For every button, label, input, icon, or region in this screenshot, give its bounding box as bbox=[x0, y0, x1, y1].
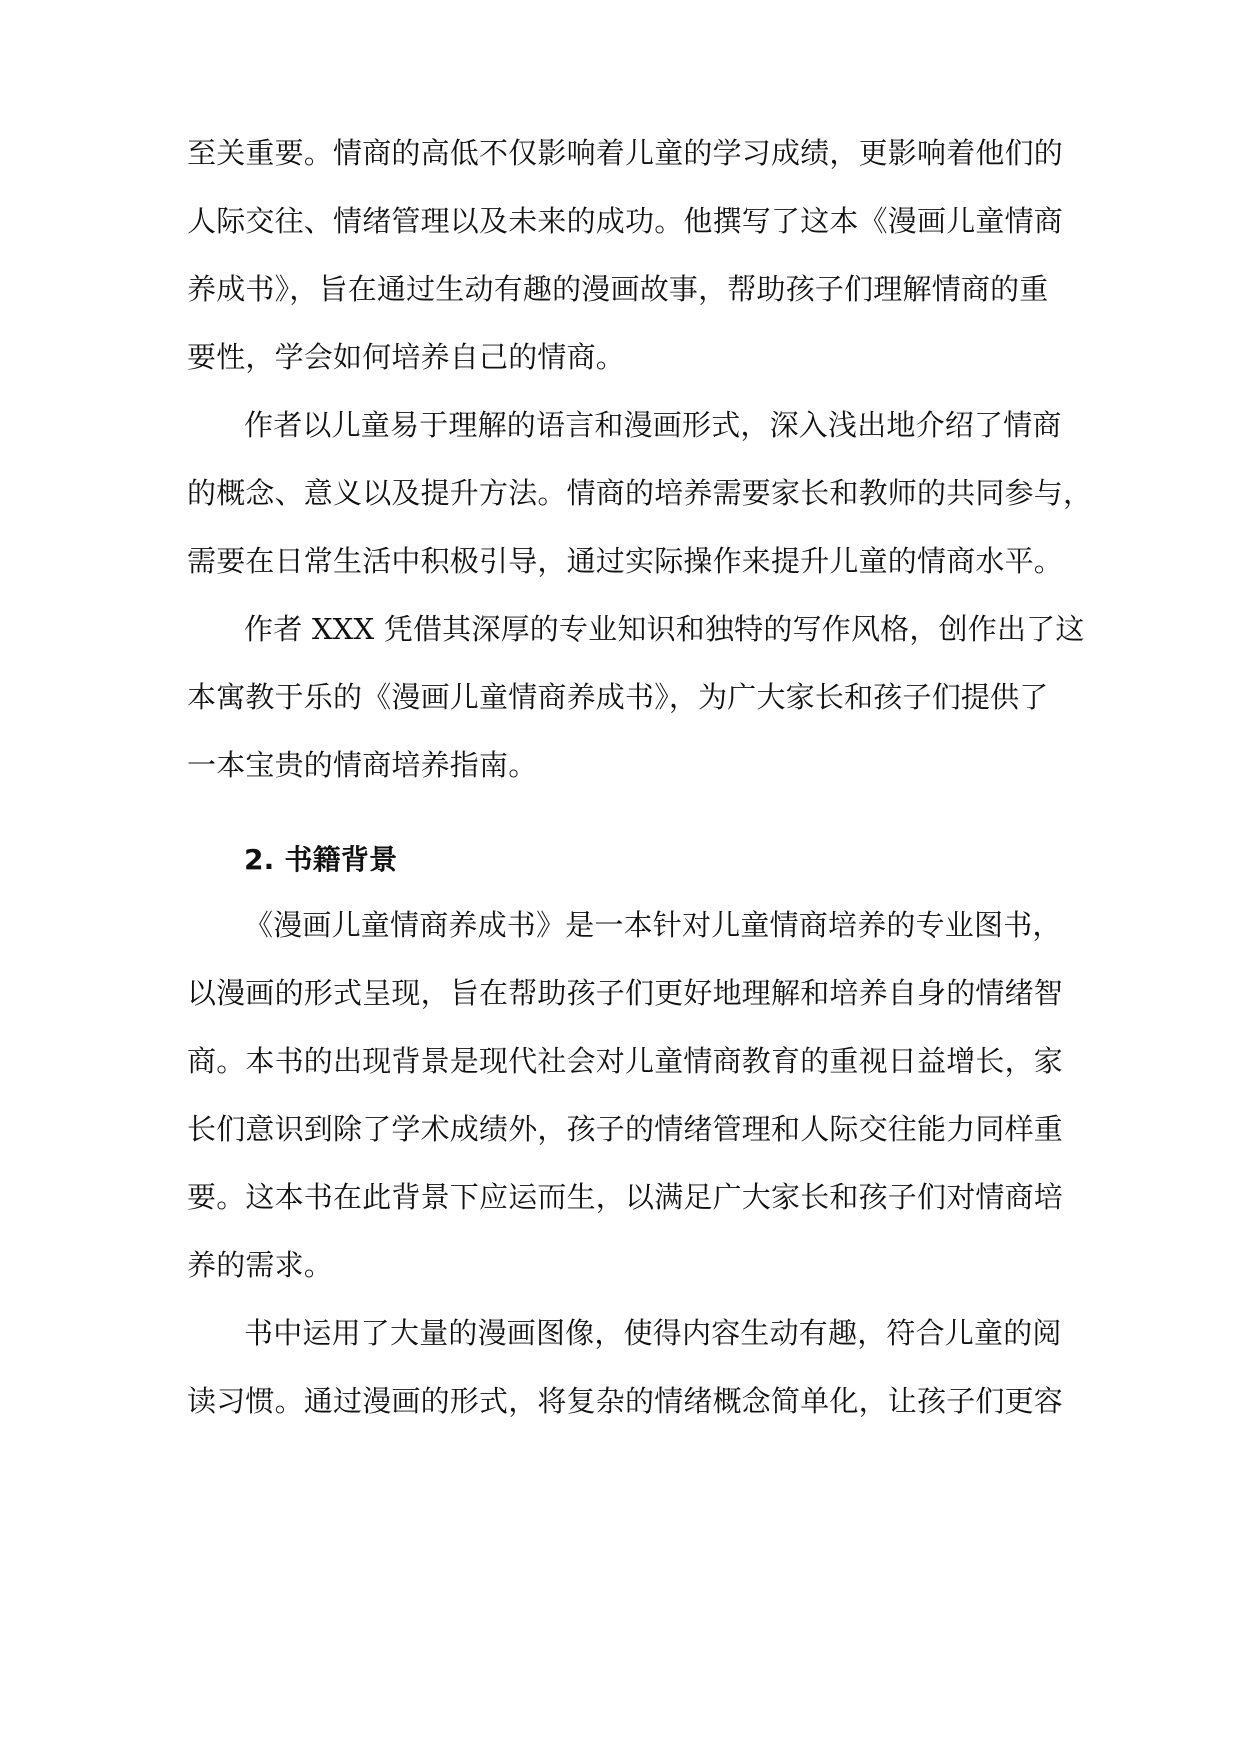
paragraph-line: 书中运用了大量的漫画图像，使得内容生动有趣，符合儿童的阅 bbox=[244, 1316, 1062, 1350]
paragraph-line: 作者 XXX 凭借其深厚的专业知识和独特的写作风格，创作出了这 bbox=[244, 612, 1085, 646]
paragraph-line: 一本宝贵的情商培养指南。 bbox=[187, 748, 538, 782]
paragraph-line: 以漫画的形式呈现，旨在帮助孩子们更好地理解和培养自身的情绪智 bbox=[187, 976, 1064, 1010]
section-heading: 2. 书籍背景 bbox=[244, 843, 398, 876]
paragraph-line: 养成书》，旨在通过生动有趣的漫画故事，帮助孩子们理解情商的重 bbox=[187, 272, 1049, 306]
paragraph-line: 长们意识到除了学术成绩外，孩子的情绪管理和人际交往能力同样重 bbox=[187, 1112, 1064, 1146]
paragraph-line: 要。这本书在此背景下应运而生，以满足广大家长和孩子们对情商培 bbox=[187, 1180, 1064, 1214]
paragraph-line: 的概念、意义以及提升方法。情商的培养需要家长和教师的共同参与， bbox=[187, 476, 1093, 510]
paragraph-line: 至关重要。情商的高低不仅影响着儿童的学习成绩，更影响着他们的 bbox=[187, 136, 1064, 170]
paragraph-line: 《漫画儿童情商养成书》是一本针对儿童情商培养的专业图书， bbox=[244, 908, 1062, 942]
paragraph-line: 商。本书的出现背景是现代社会对儿童情商教育的重视日益增长，家 bbox=[187, 1044, 1064, 1078]
paragraph-line: 要性，学会如何培养自己的情商。 bbox=[187, 340, 626, 374]
paragraph-line: 人际交往、情绪管理以及未来的成功。他撰写了这本《漫画儿童情商 bbox=[187, 204, 1064, 238]
paragraph-line: 作者以儿童易于理解的语言和漫画形式，深入浅出地介绍了情商 bbox=[244, 408, 1062, 442]
paragraph-line: 需要在日常生活中积极引导，通过实际操作来提升儿童的情商水平。 bbox=[187, 544, 1064, 578]
paragraph-line: 读习惯。通过漫画的形式，将复杂的情绪概念简单化，让孩子们更容 bbox=[187, 1384, 1064, 1418]
paragraph-line: 本寓教于乐的《漫画儿童情商养成书》，为广大家长和孩子们提供了 bbox=[187, 680, 1049, 714]
paragraph-line: 养的需求。 bbox=[187, 1248, 334, 1282]
